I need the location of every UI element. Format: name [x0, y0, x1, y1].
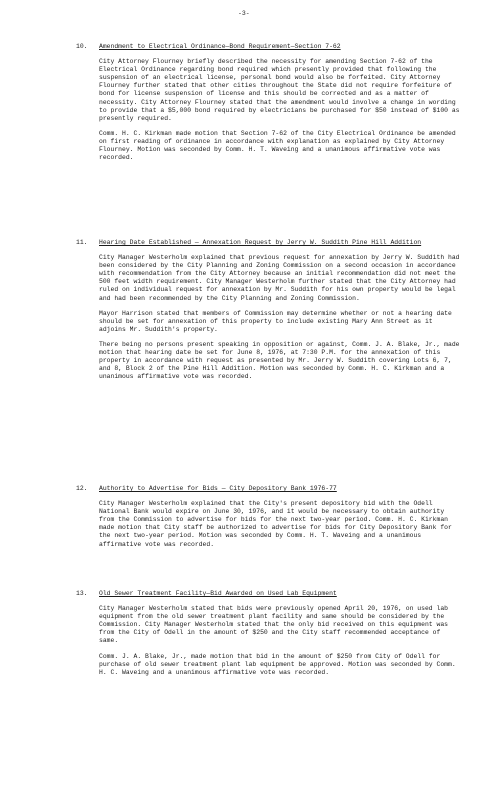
- item-number: 13.: [76, 590, 88, 597]
- item-paragraph: There being no persons present speaking in opposition or against, Comm. J. A. Blake, Jr., made motion that hearing date be set for June 8, 1976, at 7:30 P.M. for the annexation of this property in accordance with request as presented by Mr. Jerry W. Suddith covering Lots 6, 7, and 8, Block 2 of the Pine Hill Addition. Motion was seconded by Comm. H. C. Kirkman and a unanimous affirmative vote was recorded.: [99, 340, 460, 381]
- item-heading: Old Sewer Treatment Facility—Bid Awarded on Used Lab Equipment: [99, 590, 337, 597]
- agenda-item-11: [76, 239, 464, 381]
- item-paragraph: Comm. J. A. Blake, Jr., made motion that bid in the amount of $250 from City of Odell for purchase of old sewer treatment plant lab equipment be approved. Motion was seconded by Comm. H. C. Waveing and a unanimous affirmative vote was recorded.: [99, 652, 456, 676]
- item-paragraph: Mayor Harrison stated that members of Commission may determine whether or not a hearing date should be set for annexation of this property to include existing Mary Ann Street as it adjoins Mr. Suddith's property.: [99, 309, 452, 333]
- item-number: 11.: [76, 239, 88, 246]
- item-paragraph: Comm. H. C. Kirkman made motion that Section 7-62 of the City Electrical Ordinance be amended on first reading of ordinance in accordance with explanation as explained by City Attorney Flourney. Motion was seconded by Comm. H. T. Waveing and a unanimous affirmative vote was recorded.: [99, 129, 456, 162]
- item-number: 12.: [76, 485, 88, 492]
- item-number: 10.: [76, 43, 88, 50]
- item-heading: Amendment to Electrical Ordinance—Bond Requirement—Section 7-62: [99, 43, 341, 50]
- item-paragraph: City Manager Westerholm explained that previous request for annexation by Jerry W. Suddith had been considered by the City Planning and Zoning Commission on a second occasion in accordance with recommendation from the City Attorney because an initial recommendation did not meet the 500 feet width requirement. City Manager Westerholm further stated that the City Attorney had ruled on individual request for annexation by Mr. Suddith for his own property would be legal and had been recommended by the City Planning and Zoning Commission.: [99, 254, 460, 302]
- item-paragraph: City Attorney Flourney briefly described the necessity for amending Section 7-62 of the Electrical Ordinance regarding bond required which presently provided that following the suspension of an electrical license, personal bond would also be forfeited. City Attorney Flourney further stated that other cities throughout the State did not require forfeiture of bond for license suspension of license and this should be corrected and as a matter of necessity. City Attorney Flourney stated that the amendment would involve a change in wording to provide that a $5,000 bond required by electricians be purchased for $50 instead of $100 as presently required.: [99, 58, 460, 122]
- item-paragraph: City Manager Westerholm stated that bids were previously opened April 20, 1976, on used lab equipment from the old sewer treatment plant facility and same should be considered by the Commission. City Manager Westerholm stated that the only bid received on this equipment was from the City of Odell in the amount of $250 and the City staff recommended acceptance of same.: [99, 605, 448, 645]
- agenda-item-10: [76, 43, 464, 162]
- item-paragraph: City Manager Westerholm explained that the City's present depository bid with the Odell National Bank would expire on June 30, 1976, and it would be necessary to obtain authority from the Commission to advertise for bids for the next two-year period. Comm. H. C. Kirkman made motion that City staff be authorized to advertise for bids for City Depository Bank for the next two-year period. Motion was seconded by Comm. H. T. Waveing and a unanimous affirmative vote was recorded.: [99, 500, 452, 548]
- agenda-item-13: [76, 590, 464, 677]
- agenda-item-12: [76, 485, 464, 549]
- item-heading: Authority to Advertise for Bids — City Depository Bank 1976-77: [99, 485, 337, 492]
- page-number: -3-: [238, 10, 250, 17]
- item-heading: Hearing Date Established — Annexation Request by Jerry W. Suddith Pine Hill Addition: [99, 239, 422, 246]
